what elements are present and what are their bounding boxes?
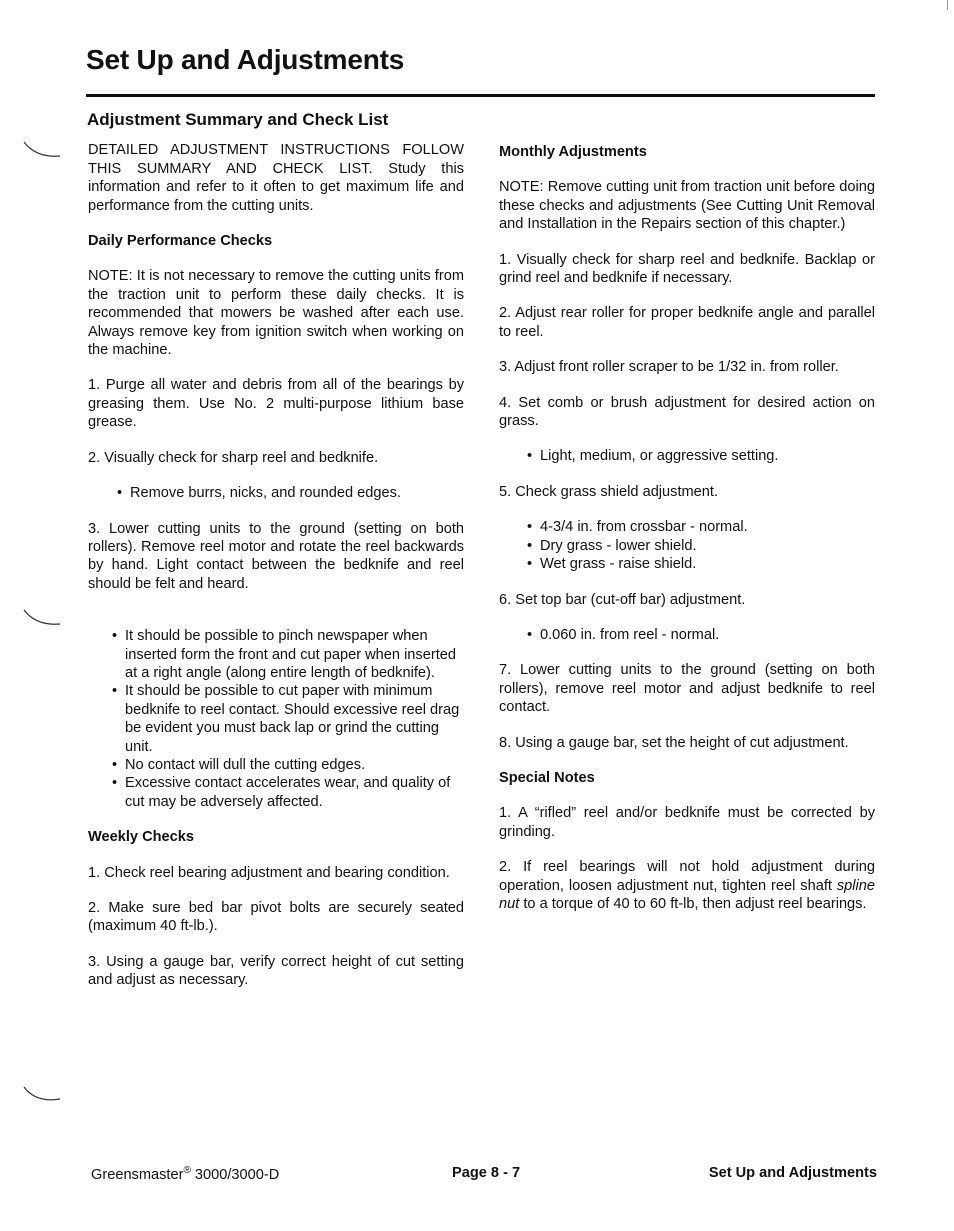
binder-mark-bottom — [22, 1085, 62, 1105]
intro-paragraph: DETAILED ADJUSTMENT INSTRUCTIONS FOLLOW THIS SUMMARY AND CHECK LIST. Study this information and refer to it often to get maximum life and performance from the cutting units. — [88, 142, 464, 214]
monthly-step-5: 5. Check grass shield adjustment. — [499, 483, 719, 500]
monthly-step-6-bullets — [523, 626, 875, 644]
daily-step-2-bullets — [113, 484, 464, 502]
footer-model-number: 3000/3000-D — [190, 1166, 280, 1183]
footer-section-name: Set Up and Adjustments — [708, 1165, 877, 1181]
list-item: • Remove burrs, nicks, and rounded edges. — [113, 484, 464, 502]
list-item: • 4-3/4 in. from crossbar - normal. — [523, 518, 875, 536]
list-item: • Light, medium, or aggressive setting. — [523, 447, 875, 465]
footer-model — [91, 1165, 279, 1183]
weekly-step-1: 1. Check reel bearing adjustment and bearing condition. — [88, 864, 450, 881]
monthly-step-7: 7. Lower cutting units to the ground (setting on both rollers), remove reel motor and adjust bedknife to reel contact. — [499, 662, 875, 716]
scan-edge-mark — [947, 0, 948, 10]
daily-step-2: 2. Visually check for sharp reel and bedknife. — [88, 449, 379, 466]
monthly-adjustments-heading: Monthly Adjustments — [499, 144, 647, 160]
special-notes-heading: Special Notes — [499, 769, 595, 786]
monthly-note: NOTE: Remove cutting unit from traction unit before doing these checks and adjustments (See Cutting Unit Removal and Installation in the Repairs section of this chapter.) — [499, 179, 875, 233]
list-item: • Excessive contact accelerates wear, and quality of cut may be adversely affected. — [108, 774, 464, 811]
list-item: • Dry grass - lower shield. — [523, 537, 875, 555]
daily-note: NOTE: It is not necessary to remove the cutting units from the traction unit to perform these daily checks. It is recommended that mowers be washed after each use. Always remove key from ignition switch when working on the machine. — [88, 268, 464, 359]
list-item: • 0.060 in. from reel - normal. — [523, 626, 875, 644]
list-item: • No contact will dull the cutting edges. — [108, 756, 464, 774]
special-note-2-text-a: 2. If reel bearings will not hold adjustment during operation, loosen adjustment nut, tighten reel shaft — [499, 859, 875, 894]
weekly-checks-heading: Weekly Checks — [88, 829, 195, 846]
left-column — [88, 108, 464, 1007]
monthly-step-2: 2. Adjust rear roller for proper bedknife angle and parallel to reel. — [499, 305, 875, 340]
page-title: Set Up and Adjustments — [86, 44, 405, 75]
daily-step-3: 3. Lower cutting units to the ground (setting on both rollers). Remove reel motor and rotate the reel backwards by hand. Light contact between the bedknife and reel should be felt and heard. — [88, 520, 464, 592]
list-item: • It should be possible to pinch newspaper when inserted form the front and cut paper when inserted at a right angle (along entire length of bedknife). — [108, 627, 464, 682]
footer-model-name: Greensmaster — [91, 1166, 184, 1183]
special-note-2-emphasis: spline nut — [499, 877, 875, 912]
special-note-1: 1. A “rifled” reel and/or bedknife must be corrected by grinding. — [499, 805, 875, 840]
footer-page-number: Page 8 - 7 — [452, 1165, 521, 1181]
monthly-step-5-bullets — [523, 518, 875, 573]
daily-checks-heading: Daily Performance Checks — [88, 233, 273, 250]
weekly-step-3: 3. Using a gauge bar, verify correct height of cut setting and adjust as necessary. — [88, 953, 464, 989]
special-note-2 — [499, 858, 875, 913]
title-rule — [86, 94, 875, 97]
binder-mark-middle — [22, 608, 62, 628]
section-title: Adjustment Summary and Check List — [87, 110, 389, 129]
daily-step-3-bullets — [108, 627, 464, 811]
monthly-step-6: 6. Set top bar (cut-off bar) adjustment. — [499, 591, 746, 608]
monthly-step-4-bullets — [523, 447, 875, 465]
list-item: • Wet grass - raise shield. — [523, 555, 875, 573]
registered-mark: ® — [183, 1165, 191, 1176]
monthly-step-1: 1. Visually check for sharp reel and bedknife. Backlap or grind reel and bedknife if necessary. — [499, 251, 875, 287]
monthly-step-3: 3. Adjust front roller scraper to be 1/32 in. from roller. — [499, 359, 839, 376]
weekly-step-2: 2. Make sure bed bar pivot bolts are securely seated (maximum 40 ft-lb.). — [88, 900, 464, 935]
list-item: • It should be possible to cut paper with minimum bedknife to reel contact. Should excessive reel drag be evident you must back lap or grind the cutting unit. — [108, 682, 464, 756]
monthly-step-8: 8. Using a gauge bar, set the height of cut adjustment. — [499, 734, 849, 751]
binder-mark-top — [22, 140, 62, 160]
daily-step-1: 1. Purge all water and debris from all of the bearings by greasing them. Use No. 2 multi-purpose lithium base grease. — [88, 377, 464, 431]
right-column — [499, 143, 875, 930]
monthly-step-4: 4. Set comb or brush adjustment for desired action on grass. — [499, 394, 875, 430]
special-note-2-text-b: to a torque of 40 to 60 ft-lb, then adjust reel bearings. — [519, 895, 867, 912]
